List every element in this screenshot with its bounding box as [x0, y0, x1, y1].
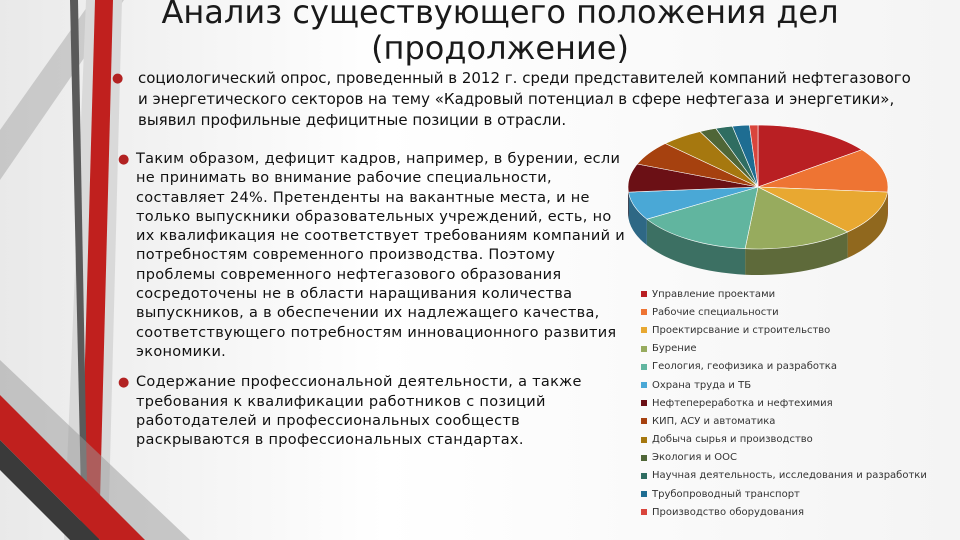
- legend-item: [641, 376, 927, 394]
- legend-label: Производство оборудования: [652, 506, 805, 518]
- pie-chart: [618, 115, 898, 285]
- legend-label: Проектирсвание и строительство: [652, 324, 831, 336]
- bullet-icon: ●: [118, 152, 130, 167]
- legend-label: Экология и ООС: [652, 452, 737, 464]
- legend-label: Добыча сырья и производство: [652, 434, 813, 446]
- legend-item: [641, 503, 927, 521]
- bullet-icon: ●: [118, 375, 130, 391]
- legend-item: [641, 358, 927, 376]
- legend-swatch: [641, 327, 647, 333]
- legend-swatch: [641, 400, 647, 406]
- legend-label: Геология, геофизика и разработка: [652, 361, 837, 373]
- legend-swatch: [641, 473, 647, 479]
- legend-swatch: [641, 455, 647, 461]
- legend-swatch: [641, 309, 647, 315]
- legend-item: [641, 412, 927, 430]
- legend-label: Управление проектами: [652, 288, 776, 300]
- bullet-icon: ●: [112, 71, 124, 86]
- bullet-text: Таким образом, дефицит кадров, например, в бурении, если не принимать во внимание рабочие специальности, составляет 24%. Претенденты на вакантные места, и не только выпускники образовательных учреждений, есть, но их квалификация не соответствует требованиям компаний и потребностям современного производства. Поэтому проблемы современного нефтегазового образования сосредоточены не в области наращивания количества выпускников, а в обеспечении их надлежащего качества, соответствующего потребностям инновационного развития экономики.: [136, 151, 625, 360]
- slide-title: Анализ существующего положения дел (продолжение): [161, 0, 839, 67]
- legend-item: [641, 394, 927, 412]
- bullet-item: [118, 150, 626, 362]
- legend-item: [641, 449, 927, 467]
- legend-label: Бурение: [652, 343, 697, 355]
- legend-label: Трубопроводный транспорт: [652, 488, 800, 500]
- legend-item: [641, 303, 927, 321]
- legend-swatch: [641, 509, 647, 515]
- bullet-item: [118, 373, 626, 450]
- legend-swatch: [641, 382, 647, 388]
- legend-swatch: [641, 491, 647, 497]
- intro-text: социологический опрос, проведенный в 2012 г. среди представителей компаний нефтегазового и энергетического секторов на тему «Кадровый потенциал в сфере нефтегаза и энергетики», выявил профильные дефицитные позиции в отрасли.: [138, 69, 911, 129]
- legend-label: Научная деятельность, исследования и разработки: [652, 470, 927, 482]
- legend-item: [641, 340, 927, 358]
- legend-swatch: [641, 346, 647, 352]
- legend-item: [641, 285, 927, 303]
- chart-legend: [641, 285, 927, 521]
- legend-swatch: [641, 418, 647, 424]
- legend-item: [641, 467, 927, 485]
- legend-label: Рабочие специальности: [652, 306, 779, 318]
- legend-swatch: [641, 291, 647, 297]
- legend-item: [641, 485, 927, 503]
- legend-item: [641, 431, 927, 449]
- legend-item: [641, 321, 927, 339]
- bullet-list: [116, 150, 626, 461]
- legend-label: Нефтепереработка и нефтехимия: [652, 397, 833, 409]
- bullet-text: Содержание профессиональной деятельности, а также требования к квалификации работников с позиций работодателей и профессиональных сообществ раскрываются в профессиональных стандартах.: [136, 374, 582, 449]
- legend-label: КИП, АСУ и автоматика: [652, 415, 776, 427]
- legend-swatch: [641, 364, 647, 370]
- legend-label: Охрана труда и ТБ: [652, 379, 752, 391]
- legend-swatch: [641, 437, 647, 443]
